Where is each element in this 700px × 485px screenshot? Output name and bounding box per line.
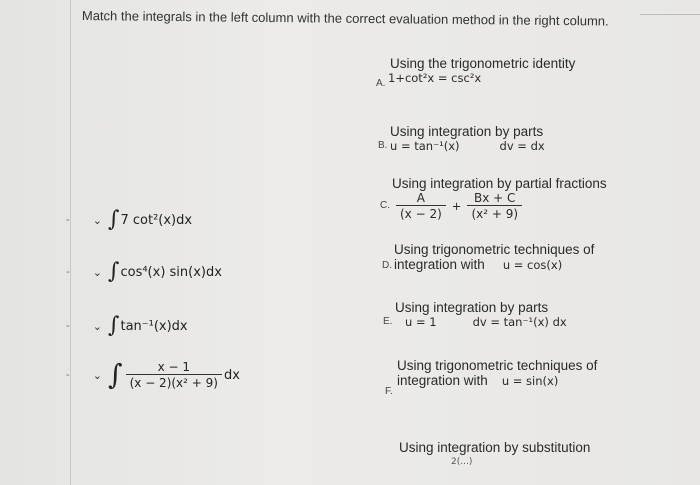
left-divider [70, 0, 71, 485]
question-text: Match the integrals in the left column with the correct evaluation method in the right column. [81, 8, 609, 29]
integral-sign-icon: ∫ [108, 207, 120, 232]
match-row-1 [62, 207, 193, 232]
option-c: C. Using integration by partial fractions $\frac{A}{(x - 2)}$ + $\frac{Bx + C}{\text{(x² + 9)}}$ [380, 176, 607, 221]
answer-select-2[interactable]: - ⌄ [66, 266, 102, 279]
integral-2: ∫ cos⁴(x) sin(x)dx [108, 259, 222, 284]
integral-sign-icon: ∫ [108, 259, 120, 284]
match-row-2 [62, 259, 222, 284]
integral-4: ∫ $\frac{x - 1}{\text{(x − 2)(x² + 9)}}$ dx [108, 358, 240, 391]
integral-sign-icon: ∫ [108, 313, 120, 338]
answer-select-1[interactable]: - ⌄ [66, 214, 102, 227]
option-b: B. Using integration by parts u = tan⁻¹(x) dv = dx [378, 124, 545, 153]
match-row-4 [62, 360, 240, 390]
top-rule [640, 14, 700, 15]
option-a: A. Using the trigonometric identity 1+cot²x = csc²x [376, 56, 576, 89]
option-e: E. Using integration by parts u = 1 dv = tan⁻¹(x) dx [383, 300, 567, 329]
fraction-a: $\frac{A}{(x - 2)}$ [396, 191, 446, 221]
integral-sign-icon: ∫ [108, 358, 123, 391]
answer-select-3[interactable]: - ⌄ [66, 320, 102, 333]
option-g: Using integration by substitution 2(...) [399, 440, 591, 467]
integral-3: ∫ tan⁻¹(x)dx [108, 313, 188, 338]
answer-select-4[interactable]: - ⌄ [66, 369, 102, 382]
option-d: D. Using trigonometric techniques of integration with u = cos(x) [382, 242, 595, 272]
chevron-down-icon[interactable]: ⌄ [92, 369, 102, 382]
integrand-fraction: $\frac{x - 1}{\text{(x − 2)(x² + 9)}}$ [126, 360, 222, 390]
option-f: F. Using trigonometric techniques of integration with u = sin(x) [385, 358, 598, 397]
fraction-b: $\frac{Bx + C}{\text{(x² + 9)}}$ [467, 191, 522, 221]
integral-1: ∫ 7 cot²(x)dx [108, 207, 193, 232]
match-row-3 [62, 313, 188, 338]
chevron-down-icon[interactable]: ⌄ [92, 214, 102, 227]
chevron-down-icon[interactable]: ⌄ [92, 266, 102, 279]
chevron-down-icon[interactable]: ⌄ [92, 320, 102, 333]
